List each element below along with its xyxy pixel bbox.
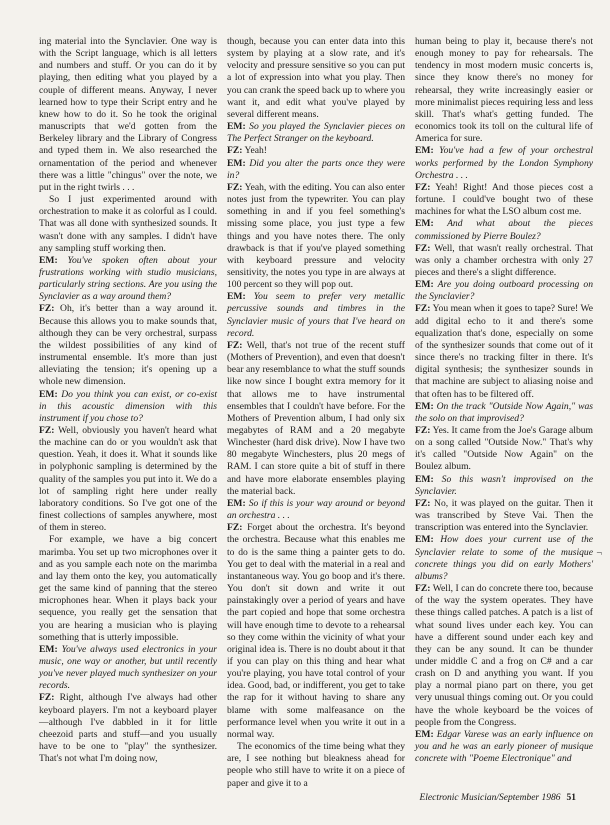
paragraph-text: Well, I can do concrete there too, because of the way the system operates. They have these things called patches. A patch is a list of what sound lives under each key. You can have a different sound under each key and they can be any sound. It can be thunder under middle C and a frog on C# and a car crash on D and anything you want. If you play a normal piano part on there, you get very unusual things coming out. Or you could have the whole keyboard be the voices of people from the Congress. xyxy=(415,583,594,728)
paragraph-text: Edgar Varese was an early influence on you and he was an early pioneer of musique concrete with "Poeme Electronique" and xyxy=(415,728,593,765)
speaker-label: EM: xyxy=(227,157,246,169)
interview-question xyxy=(39,389,217,425)
speaker-label: FZ: xyxy=(39,692,55,704)
interview-answer xyxy=(39,692,217,765)
paragraph-text: You seem to prefer very metallic percussive sounds and timbres in the Synclavier music of yours that I've heard on record. xyxy=(227,291,405,339)
speaker-label: FZ: xyxy=(415,583,431,595)
paragraph-text: So this wasn't improvised on the Synclavier. xyxy=(415,473,594,497)
paragraph-text: You've had a few of your orchestral works performed by the London Symphony Orchestra . . . xyxy=(415,145,593,181)
speaker-label: EM: xyxy=(415,145,434,157)
paragraph-text: Yes. It came from the Joe's Garage album on a song called "Outside Now." That's why it's called "Outside Now Again" on the Boulez album. xyxy=(415,425,593,473)
paragraph-text: The economics of the time being what they are, I see nothing but bleakness ahead for people who still have to write it on a piece of paper and give it to a xyxy=(227,741,405,789)
interview-question xyxy=(227,158,405,182)
interview-question xyxy=(415,534,593,583)
interview-question xyxy=(227,291,405,340)
paragraph-text: You mean when it goes to tape? Sure! We add digital echo to it and there's some equalization that's done, especially on some of the synthesizer sounds that come out of it since there's no tracking filter in there. It's digital synthesis; the synthesizer sounds in that machine are subject to aliasing noise and that often has to be filtered off. xyxy=(415,303,593,400)
paragraph-text: Yeah! xyxy=(244,145,267,157)
paragraph-text: How does your current use of the Synclavier relate to some of the musique concrete things you did on early Mothers' albums? xyxy=(415,534,594,582)
speaker-label: EM: xyxy=(227,121,246,133)
interview-answer xyxy=(415,182,593,218)
interview-question xyxy=(415,729,593,765)
speaker-label: FZ: xyxy=(39,303,55,315)
paragraph-text: So you played the Synclavier pieces on The Perfect Stranger on the keyboard. xyxy=(227,121,405,145)
paragraph-text: On the track "Outside Now Again," was the solo on that improvised? xyxy=(415,400,593,424)
interview-answer xyxy=(415,425,593,474)
speaker-label: FZ: xyxy=(415,497,431,509)
interview-question xyxy=(415,279,593,303)
body-paragraph xyxy=(415,36,593,145)
interview-answer xyxy=(227,340,405,498)
interview-question xyxy=(415,401,593,425)
interview-answer xyxy=(39,425,217,534)
speaker-label: FZ: xyxy=(415,303,431,315)
speaker-label: EM: xyxy=(415,728,434,740)
text-column-1 xyxy=(39,36,217,765)
speaker-label: FZ: xyxy=(227,181,243,193)
body-paragraph xyxy=(39,534,217,643)
paragraph-text: For example, we have a big concert marimba. You set up two microphones over it and as you sample each note on the marimba and lay them onto the key, you automatically get the same kind of panning that the stereo microphones hear. When it plays back your sequence, you really get the sensation that you are hearing a musician who is playing something that is utterly impossible. xyxy=(39,534,217,643)
speaker-label: EM: xyxy=(415,279,434,291)
speaker-label: EM: xyxy=(415,218,434,230)
paragraph-text: Yeah, with the editing. You can also enter notes just from the typewriter. You can play something in and if you feel something's missing some place, you just type a few things and you have notes there. The only drawback is that if you've played something with keyboard pressure and velocity sensitivity, the notes you type in are always at 100 percent so they will pop out. xyxy=(227,181,406,291)
paragraph-text: Well, that wasn't really orchestral. That was only a chamber orchestra with only 27 pieces and there's a slight difference. xyxy=(415,242,593,278)
interview-answer xyxy=(39,303,217,388)
speaker-label: EM: xyxy=(39,254,58,266)
paragraph-text: Yeah! Right! And those pieces cost a fortune. I could've bought two of these machines for what the LSO album cost me. xyxy=(415,181,593,218)
paragraph-text: No, it was played on the guitar. Then it was transcribed by Steve Vai. Then the transcription was entered into the Synclavier. xyxy=(415,497,593,534)
body-paragraph xyxy=(39,36,217,194)
interview-answer xyxy=(227,182,405,291)
interview-question xyxy=(39,644,217,693)
speaker-label: FZ: xyxy=(415,181,431,193)
paragraph-text: ing material into the Synclavier. One way is with the Script language, which is all letters and numbers and stuff. Or you can do it by playing, then editing what you played by a couple of different means. Anyway, I never learned how to type their Script entry and he knew how to do it. So he took the original manuscripts that we'd gotten from the Berkeley library and the Library of Congress and typed them in. We also researched the ornamentation of the period and whenever there was a little "chingus" over the note, we put in the right twirls . . . xyxy=(39,36,217,193)
speaker-label: FZ: xyxy=(227,145,243,157)
paragraph-text: human being to play it, because there's not enough money to pay for rehearsals. The tendency in most modern music concerts is, since they know there's no money for rehearsal, they write increasingly easier or more minimalist pieces requiring less and less skill. That's what's getting funded. The economics took its toll on the cultural life of America for sure. xyxy=(415,36,593,145)
paragraph-text: So if this is your way around or beyond an orchestra . . . xyxy=(227,497,405,522)
speaker-label: EM: xyxy=(39,643,58,655)
interview-question xyxy=(39,255,217,304)
speaker-label: FZ: xyxy=(415,242,431,254)
interview-answer xyxy=(415,498,593,534)
interview-answer xyxy=(415,583,593,729)
body-paragraph xyxy=(227,36,405,121)
speaker-label: EM: xyxy=(415,534,434,546)
issue-line: Electronic Musician/September 1986 xyxy=(419,793,561,803)
interview-answer xyxy=(415,303,593,400)
paragraph-text: Did you alter the parts once they were in? xyxy=(227,157,406,181)
speaker-label: FZ: xyxy=(227,339,243,351)
paragraph-text: Forget about the orchestra. It's beyond the orchestra. Because what this enables me to do is the same thing a painter gets to do. You get to deal with the material in a real and instantaneous way. You go boop and it's there. You don't sit down and write it out painstakingly over a period of years and have the part copied and hope that some orchestra will have enough time to devote to a rehearsal so they come within the vicinity of what your original idea is. There is no doubt about it that if you can play on this thing and hear what you're playing, you have total control of your idea. Good, bad, or indifferent, you get to take the rap for it without having to share any blame with some malfeasance on the performance level when you write it out in a normal way. xyxy=(227,522,405,740)
interview-question xyxy=(415,218,593,242)
interview-answer xyxy=(227,522,405,741)
page-number: 51 xyxy=(566,793,576,803)
paragraph-text: Right, although I've always had other keyboard players. I'm not a keyboard player—although I've dabbled in it for little cheezoid parts and stuff—and you usually have to be one to "play" the synthesizer. That's not what I'm doing now, xyxy=(39,692,217,765)
text-column-3 xyxy=(415,36,593,765)
speaker-label: FZ: xyxy=(415,425,431,436)
paragraph-text: Well, obviously you haven't heard what the machine can do or you wouldn't ask that question. Yeah, it does it. What it sounds like in polyphonic sampling is determined by the quality of the samples you put into it. We do a lot of sampling right here under really laboratory conditions. So I've got one of the finest collections of samples anywhere, most of them in stereo. xyxy=(39,425,217,534)
speaker-label: EM: xyxy=(227,497,246,509)
interview-question xyxy=(227,498,405,522)
interview-answer xyxy=(227,145,405,157)
speaker-label: EM: xyxy=(415,473,434,485)
paragraph-text: Oh, it's better than a way around it. Because this allows you to make sounds that, although they can be very orchestral, surpass the wildest possibilities of any kind of instrumental ensemble. It's more than just alleviating the tension; it's opening up a whole new dimension. xyxy=(39,303,217,388)
paragraph-text: though, because you can enter data into this system by playing at a slow rate, and it's velocity and pressure sensitive so you can put a lot of expression into what you play. Then you can crank the speed back up to where you want it, and edit what you've played by several different means. xyxy=(227,36,405,120)
interview-question xyxy=(415,145,593,181)
text-column-2 xyxy=(227,36,405,790)
paragraph-text: Are you doing outboard processing on the Synclavier? xyxy=(415,279,594,303)
paragraph-text: So I just experimented around with orchestration to make it as colorful as I could. That was all done with synthesized sounds. It wasn't done with any samples. I didn't have any sampling stuff working then. xyxy=(39,194,217,254)
interview-question xyxy=(227,121,405,145)
paragraph-text: You've always used electronics in your music, one way or another, but until recently you've never played much synthesizer on your records. xyxy=(39,643,217,692)
body-paragraph xyxy=(227,741,405,790)
margin-mark: ¬ xyxy=(596,548,602,559)
speaker-label: EM: xyxy=(39,388,58,400)
paragraph-text: Do you think you can exist, or co-exist in this acoustic dimension with this instrument if you chose to? xyxy=(39,388,218,424)
speaker-label: EM: xyxy=(227,291,246,303)
interview-question xyxy=(415,474,593,498)
page-footer xyxy=(419,793,576,803)
interview-answer xyxy=(415,243,593,279)
paragraph-text: Well, that's not true of the recent stuff (Mothers of Prevention), and even that doesn't bear any resemblance to what the stuff sounds like now since I bought extra memory for it that allows me to have instrumental ensembles that I couldn't have before. For the Mothers of Prevention album, I had only six megabytes of RAM and a 20 megabyte Winchester (hard disk drive). Now I have two 80 megabyte Winchesters, plus 20 megs of RAM. I can store quite a bit of stuff in there and have more elaborate ensembles playing the material back. xyxy=(227,339,405,497)
paragraph-text: You've spoken often about your frustrations working with studio musicians, particularly string sections. Are you using the Synclavier as a way around them? xyxy=(39,254,217,303)
speaker-label: FZ: xyxy=(227,522,243,534)
paragraph-text: And what about the pieces commissioned by Pierre Boulez? xyxy=(415,218,593,242)
speaker-label: FZ: xyxy=(39,425,55,436)
speaker-label: EM: xyxy=(415,400,434,412)
body-paragraph xyxy=(39,194,217,255)
